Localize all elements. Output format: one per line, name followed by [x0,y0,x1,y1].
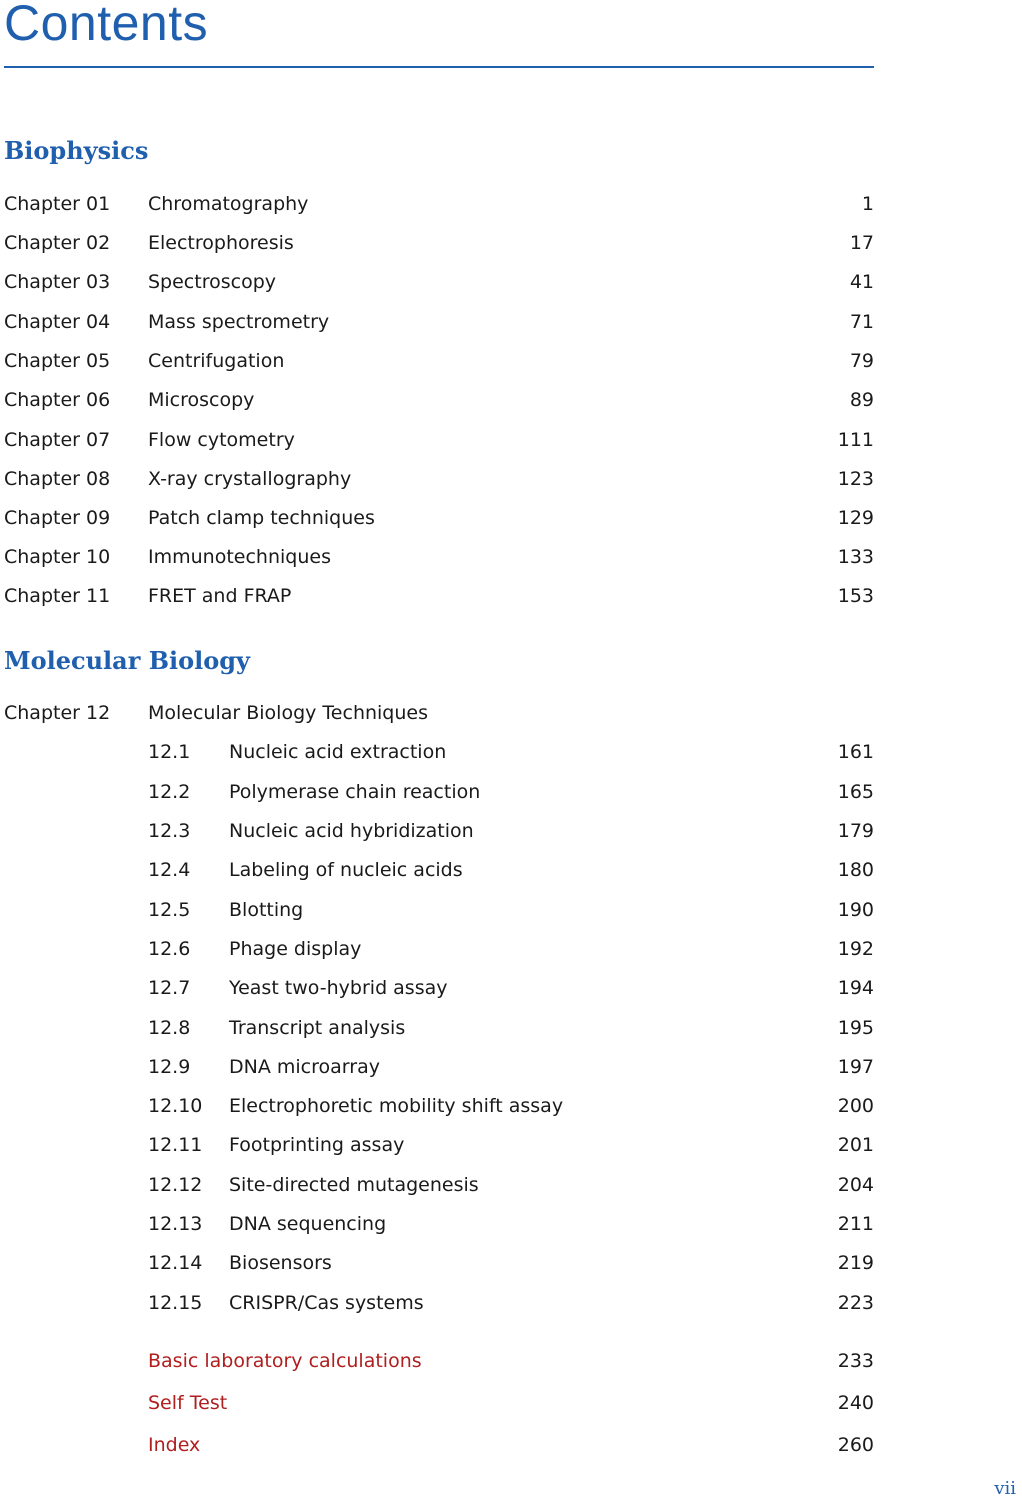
toc-subentry[interactable] [0,895,874,925]
subsection-number: 12.14 [148,1252,203,1274]
page-number: 219 [837,1252,874,1274]
page-number: 1 [861,193,874,215]
toc-subentry[interactable] [0,777,874,807]
chapter-title: Microscopy [148,389,255,411]
chapter-number: Chapter 05 [4,350,111,372]
chapter-title: Spectroscopy [148,271,276,293]
toc-subentry[interactable] [0,934,874,964]
page-number: 223 [837,1292,874,1314]
subsection-number: 12.15 [148,1292,203,1314]
subsection-number: 12.11 [148,1134,203,1156]
chapter-title: Molecular Biology Techniques [148,702,428,724]
subsection-number: 12.9 [148,1056,191,1078]
toc-entry[interactable] [0,542,874,572]
page-number: 17 [849,232,874,254]
page-number: 192 [837,938,874,960]
page-number: 201 [837,1134,874,1156]
subsection-title: Yeast two-hybrid assay [229,977,448,999]
page-number: 123 [837,468,874,490]
toc-subentry[interactable] [0,816,874,846]
title-divider [4,66,874,68]
page-number: 111 [837,429,874,451]
chapter-number: Chapter 09 [4,507,111,529]
subsection-title: Nucleic acid hybridization [229,820,474,842]
chapter-number: Chapter 03 [4,271,111,293]
subsection-number: 12.13 [148,1213,203,1235]
toc-entry[interactable] [0,385,874,415]
toc-subentry[interactable] [0,1288,874,1318]
chapter-title: FRET and FRAP [148,585,292,607]
toc-entry[interactable] [0,189,874,219]
subsection-title: Polymerase chain reaction [229,781,481,803]
page-number: 153 [837,585,874,607]
toc-subentry[interactable] [0,855,874,885]
toc-backmatter-entry[interactable] [0,1430,874,1460]
subsection-number: 12.12 [148,1174,203,1196]
chapter-title: Immunotechniques [148,546,331,568]
chapter-title: X-ray crystallography [148,468,352,490]
page-number: 195 [837,1017,874,1039]
subsection-title: DNA microarray [229,1056,380,1078]
subsection-number: 12.1 [148,741,191,763]
page-number: 41 [849,271,874,293]
chapter-title: Patch clamp techniques [148,507,375,529]
subsection-title: Biosensors [229,1252,332,1274]
subsection-number: 12.4 [148,859,191,881]
subsection-number: 12.6 [148,938,191,960]
page-number: 71 [849,311,874,333]
page-number: 204 [837,1174,874,1196]
subsection-number: 12.2 [148,781,191,803]
chapter-number: Chapter 11 [4,585,111,607]
subsection-title: Blotting [229,899,304,921]
toc-entry[interactable] [0,698,874,728]
page-number: 133 [837,546,874,568]
backmatter-title: Basic laboratory calculations [148,1350,422,1372]
chapter-title: Electrophoresis [148,232,294,254]
page-number: 180 [837,859,874,881]
backmatter-title: Index [148,1434,201,1456]
toc-entry[interactable] [0,346,874,376]
chapter-number: Chapter 07 [4,429,111,451]
subsection-title: Transcript analysis [229,1017,406,1039]
page-folio: vii [994,1478,1016,1499]
chapter-title: Flow cytometry [148,429,295,451]
page-number: 79 [849,350,874,372]
subsection-number: 12.8 [148,1017,191,1039]
subsection-title: CRISPR/Cas systems [229,1292,424,1314]
toc-entry[interactable] [0,425,874,455]
toc-entry[interactable] [0,307,874,337]
chapter-title: Centrifugation [148,350,285,372]
subsection-number: 12.10 [148,1095,203,1117]
subsection-title: Site-directed mutagenesis [229,1174,479,1196]
page-number: 240 [837,1392,874,1414]
backmatter-title: Self Test [148,1392,228,1414]
section-heading-molecular-biology: Molecular Biology [4,646,250,675]
page-number: 190 [837,899,874,921]
page-number: 194 [837,977,874,999]
chapter-number: Chapter 10 [4,546,111,568]
section-heading-biophysics: Biophysics [4,136,149,165]
chapter-title: Chromatography [148,193,309,215]
subsection-title: Labeling of nucleic acids [229,859,463,881]
toc-subentry[interactable] [0,973,874,1003]
chapter-title: Mass spectrometry [148,311,330,333]
toc-subentry[interactable] [0,737,874,767]
chapter-number: Chapter 04 [4,311,111,333]
subsection-number: 12.7 [148,977,191,999]
page-number: 165 [837,781,874,803]
toc-subentry[interactable] [0,1170,874,1200]
toc-entry[interactable] [0,267,874,297]
toc-backmatter-entry[interactable] [0,1388,874,1418]
page-number: 129 [837,507,874,529]
page-number: 89 [849,389,874,411]
toc-subentry[interactable] [0,1013,874,1043]
page-number: 211 [837,1213,874,1235]
chapter-number: Chapter 01 [4,193,111,215]
chapter-number: Chapter 08 [4,468,111,490]
toc-entry[interactable] [0,581,874,611]
toc-subentry[interactable] [0,1091,874,1121]
subsection-number: 12.3 [148,820,191,842]
toc-entry[interactable] [0,228,874,258]
page-number: 161 [837,741,874,763]
toc-subentry[interactable] [0,1052,874,1082]
chapter-number: Chapter 06 [4,389,111,411]
toc-subentry[interactable] [0,1248,874,1278]
page-number: 200 [837,1095,874,1117]
page-number: 233 [837,1350,874,1372]
toc-subentry[interactable] [0,1130,874,1160]
page-number: 179 [837,820,874,842]
toc-backmatter-entry[interactable] [0,1346,874,1376]
page-number: 197 [837,1056,874,1078]
page-title: Contents [4,0,209,51]
subsection-title: Footprinting assay [229,1134,405,1156]
subsection-title: Phage display [229,938,362,960]
page-number: 260 [837,1434,874,1456]
subsection-title: DNA sequencing [229,1213,387,1235]
chapter-number: Chapter 12 [4,702,111,724]
subsection-title: Nucleic acid extraction [229,741,447,763]
toc-entry[interactable] [0,503,874,533]
toc-subentry[interactable] [0,1209,874,1239]
subsection-title: Electrophoretic mobility shift assay [229,1095,564,1117]
subsection-number: 12.5 [148,899,191,921]
toc-entry[interactable] [0,464,874,494]
chapter-number: Chapter 02 [4,232,111,254]
